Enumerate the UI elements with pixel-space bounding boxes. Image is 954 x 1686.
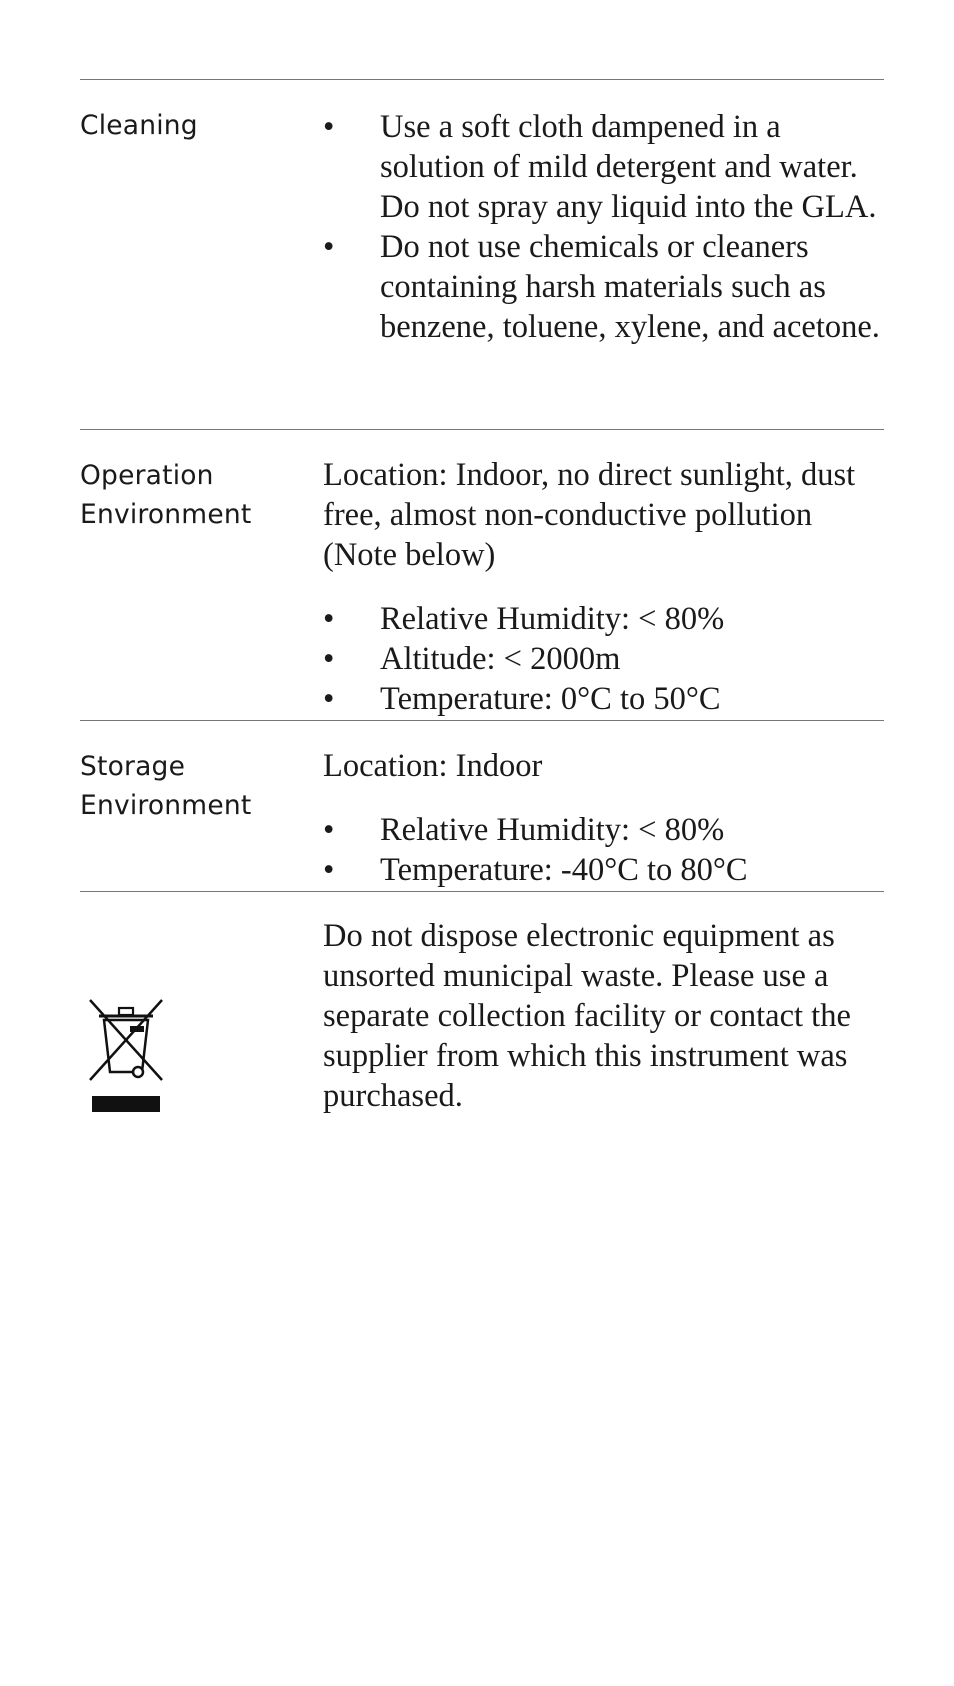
operation-bullet-text: Relative Humidity: < 80% bbox=[380, 601, 725, 637]
bullet-glyph: • bbox=[323, 852, 335, 888]
list-item bbox=[323, 107, 891, 227]
bullet-glyph: • bbox=[323, 812, 335, 848]
bullet-glyph: • bbox=[323, 109, 335, 145]
section-divider bbox=[80, 720, 884, 721]
storage-bullet-text: Relative Humidity: < 80% bbox=[380, 812, 725, 848]
section-divider bbox=[80, 891, 884, 892]
operation-location-text: Location: Indoor, no direct sunlight, dust free, almost non-conductive pollution (Note below) bbox=[323, 457, 856, 573]
operation-label-line: Environment bbox=[80, 499, 252, 530]
cleaning-bullet-text: Use a soft cloth dampened in a solution of mild detergent and water. Do not spray any liquid into the GLA. bbox=[380, 109, 877, 225]
operation-environment-label bbox=[80, 456, 310, 534]
bullet-glyph: • bbox=[323, 681, 335, 717]
bullet-glyph: • bbox=[323, 641, 335, 677]
storage-environment-content bbox=[323, 746, 891, 890]
cleaning-bullet-text: Do not use chemicals or cleaners containing harsh materials such as benzene, toluene, xylene, and acetone. bbox=[380, 229, 880, 345]
operation-bullet-list bbox=[323, 599, 891, 719]
operation-label-line: Operation bbox=[80, 460, 214, 491]
list-item bbox=[323, 810, 891, 850]
list-item bbox=[323, 227, 891, 347]
list-item bbox=[323, 599, 891, 639]
disposal-content bbox=[323, 916, 891, 1116]
list-item bbox=[323, 639, 891, 679]
cleaning-label: Cleaning bbox=[80, 110, 198, 141]
storage-label-line: Environment bbox=[80, 790, 252, 821]
operation-bullet-text: Altitude: < 2000m bbox=[380, 641, 621, 677]
section-divider bbox=[80, 429, 884, 430]
disposal-text: Do not dispose electronic equipment as unsorted municipal waste. Please use a separate collection facility or contact the supplier from which this instrument was purchased. bbox=[323, 918, 851, 1114]
top-divider bbox=[80, 79, 884, 80]
storage-bullet-list bbox=[323, 810, 891, 890]
bullet-glyph: • bbox=[323, 229, 335, 265]
storage-environment-label bbox=[80, 747, 310, 825]
bullet-glyph: • bbox=[323, 601, 335, 637]
operation-environment-content bbox=[323, 455, 891, 719]
storage-label-line: Storage bbox=[80, 751, 186, 782]
cleaning-content bbox=[323, 107, 891, 347]
storage-location-text: Location: Indoor bbox=[323, 748, 543, 784]
list-item bbox=[323, 850, 891, 890]
operation-bullet-text: Temperature: 0°C to 50°C bbox=[380, 681, 721, 717]
list-item bbox=[323, 679, 891, 719]
cleaning-bullet-list bbox=[323, 107, 891, 347]
storage-bullet-text: Temperature: -40°C to 80°C bbox=[380, 852, 748, 888]
weee-crossed-bin-icon bbox=[86, 998, 166, 1114]
